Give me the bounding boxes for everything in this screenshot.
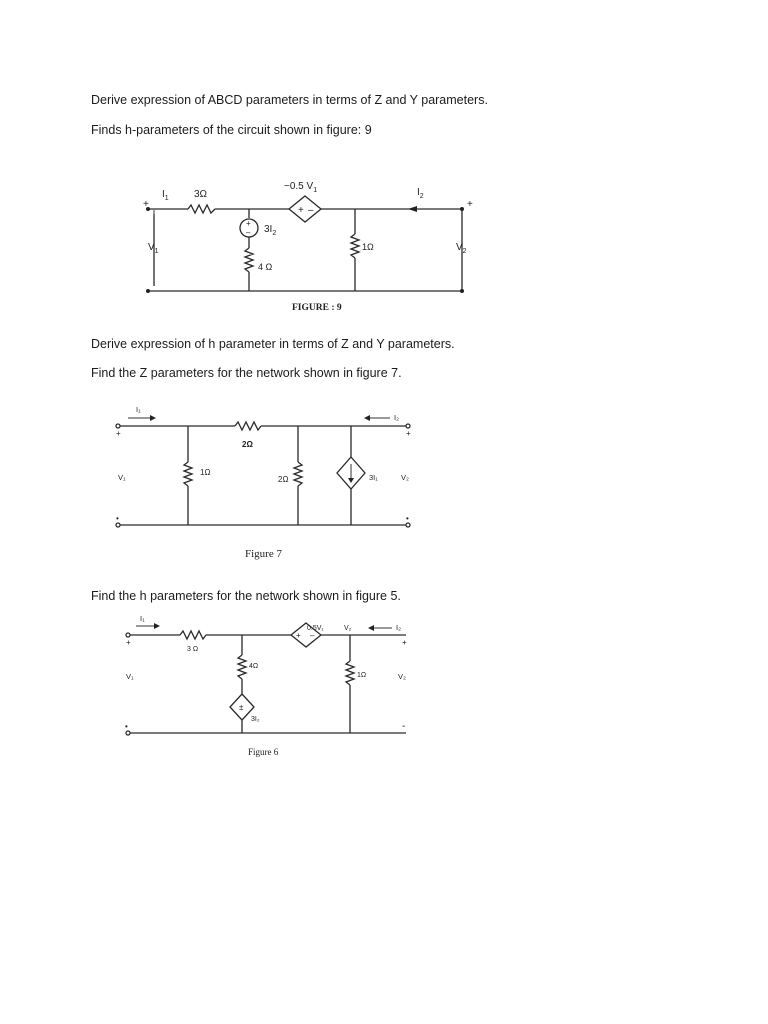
label-r-4ohm: 4 Ω [258, 262, 273, 272]
label-source-3i1: 3I₁ [369, 473, 378, 482]
label-v2: V₂ [401, 473, 409, 482]
current-i2-arrow [364, 415, 370, 421]
label-v1: $V_1$ [148, 242, 159, 255]
figure-5-caption: Figure 6 [248, 747, 279, 757]
svg-text:•: • [125, 722, 128, 731]
figure-7-caption: Figure 7 [245, 548, 282, 560]
label-r-series: 2Ω [242, 440, 253, 449]
label-i2: I₂ [396, 623, 401, 632]
label-v1: V₁ [126, 672, 134, 681]
label-r-left: 1Ω [200, 468, 211, 477]
label-v2: V₂ [398, 672, 406, 681]
label-r-4ohm: 4Ω [249, 663, 259, 670]
label-r-1ohm: 1Ω [357, 672, 367, 679]
question-h-parameters-figure-9: Finds h-parameters of the circuit shown in figure: 9 [91, 123, 372, 137]
svg-text:+: + [246, 219, 251, 228]
label-i1: I₁ [140, 614, 145, 623]
label-source-0-5v1: 0.5V₁ [307, 625, 324, 632]
svg-text:–: – [310, 631, 315, 640]
resistor-3ohm [180, 631, 206, 639]
current-i1-arrow [154, 623, 160, 629]
resistor-2ohm-shunt [294, 462, 302, 486]
terminal-2-plus [460, 207, 464, 211]
resistor-4ohm [245, 248, 253, 272]
svg-text:-: - [402, 721, 406, 732]
label-i1: I₁ [136, 405, 141, 414]
current-i2-arrow [368, 625, 374, 631]
label-v1: V₁ [118, 473, 126, 482]
figure-7-circuit [110, 400, 420, 565]
svg-text:•: • [406, 514, 409, 523]
label-node-v2: V₂ [344, 625, 352, 632]
svg-text:+: + [143, 199, 149, 210]
resistor-1ohm-shunt [184, 462, 192, 486]
resistor-3ohm [188, 205, 215, 213]
svg-text:+: + [298, 205, 304, 216]
svg-text:–: – [308, 205, 314, 216]
resistor-1ohm [351, 234, 359, 258]
label-r-3ohm: 3Ω [194, 189, 208, 200]
current-i2-arrow [408, 206, 417, 212]
label-i2: I₂ [394, 413, 399, 422]
label-r-mid: 2Ω [278, 475, 289, 484]
current-i1-arrow [150, 415, 156, 421]
label-3i2: $3I_2$ [264, 224, 277, 237]
label-v2: $V_2$ [456, 242, 467, 255]
resistor-4ohm [238, 655, 246, 679]
figure-5-circuit [120, 615, 420, 755]
label-r-3ohm: 3 Ω [187, 646, 199, 653]
svg-text:+: + [126, 638, 131, 647]
svg-text:+: + [467, 199, 473, 210]
resistor-2ohm-series [235, 422, 261, 430]
dependent-voltage-source [289, 196, 321, 222]
svg-text:+: + [296, 631, 301, 640]
figure-9-caption: FIGURE : 9 [292, 303, 342, 313]
question-z-parameters-figure-7: Find the Z parameters for the network shown in figure 7. [91, 366, 402, 380]
label-3i2: 3I₂ [251, 716, 260, 723]
label-r-1ohm: 1Ω [362, 242, 374, 252]
svg-text:•: • [116, 514, 119, 523]
svg-text:+: + [116, 429, 121, 438]
label-i1: $I_1$ [162, 189, 169, 202]
question-h-parameters-figure-5: Find the h parameters for the network shown in figure 5. [91, 589, 401, 603]
question-abcd-derivation: Derive expression of ABCD parameters in terms of Z and Y parameters. [91, 93, 488, 107]
resistor-1ohm [346, 661, 354, 685]
label-i2: $I_2$ [417, 187, 424, 200]
label-source-0-5v1: −0.5 $V_1$ [284, 181, 318, 194]
svg-text:+: + [406, 429, 411, 438]
figure-9-circuit [140, 178, 490, 318]
svg-text:±: ± [239, 703, 244, 712]
question-h-derivation: Derive expression of h parameter in terms of Z and Y parameters. [91, 337, 455, 351]
svg-text:+: + [402, 638, 407, 647]
svg-text:–: – [246, 228, 251, 237]
